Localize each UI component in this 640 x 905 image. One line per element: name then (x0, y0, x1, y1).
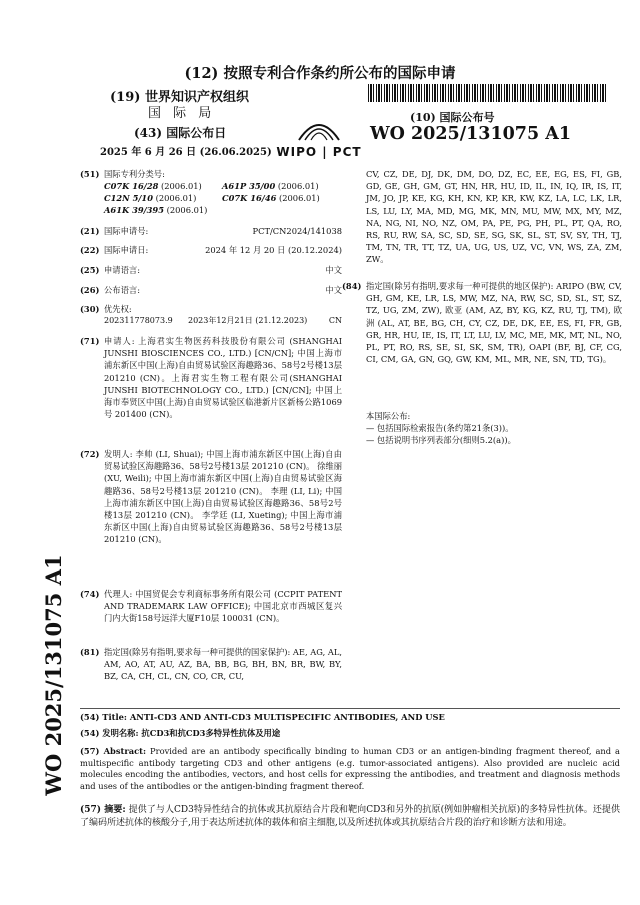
abstract-en: (57) Abstract: Provided are an antibody specifically binding to human CD3 or an antigen-binding fragment thereof, and a multispecific antibody targeting CD3 and other antigens (e.g. tumor-associated antigens). Also provided are nucleic acid molecules encoding the antibodies, vectors, and host cells for expressing the antibodies, and treatment and diagnosis methods and uses of the antibodies or the antigen-binding fragment thereof. (80, 746, 620, 791)
wipo-logo (270, 116, 368, 159)
divider (80, 708, 620, 709)
title-zh: (54) 发明名称: 抗CD3和抗CD3多特异性抗体及用途 (80, 728, 281, 738)
published-item: — 包括国际检索报告(条约第21条(3))。 (366, 423, 514, 434)
field-ipc: (51) 国际专利分类号: C07K 16/28 (2006.01) A61P 35/00 (2006.01) C12N 5/10 (2006.01) C07K 16/46 (2006.01) A61K 39/395 (2006.01) (80, 169, 320, 216)
abstract-zh: (57) 摘要: 提供了与人CD3特异性结合的抗体或其抗原结合片段和靶向CD3和另外的抗原(例如肿瘤相关抗原)的多特异性抗体。还提供了编码所述抗体的核酸分子,用于表达所述抗体的载体和宿主细胞,以及所述抗体或其抗原结合片段的治疗和诊断方法和用途。 (80, 805, 620, 828)
org-sub: 国 际 局 (148, 106, 216, 121)
document-title: (12) 按照专利合作条约所公布的国际申请 (184, 65, 456, 82)
pub-no-label: (10) 国际公布号 (410, 111, 495, 124)
title-en: (54) Title: ANTI-CD3 AND ANTI-CD3 MULTISPECIFIC ANTIBODIES, AND USE (80, 712, 445, 722)
wipo-logo-text: WIPO | PCT (276, 145, 362, 159)
org-name: (19) 世界知识产权组织 (110, 90, 249, 105)
pub-date: 2025 年 6 月 26 日 (26.06.2025) (100, 147, 272, 158)
barcode (368, 84, 608, 102)
published-label: 本国际公布: (366, 411, 411, 421)
published-item: — 包括说明书序列表部分(细则5.2(a))。 (366, 435, 516, 446)
wipo-emblem-icon (295, 116, 343, 142)
vertical-pub-no: WO 2025/131075 A1 (41, 554, 66, 796)
pub-no: WO 2025/131075 A1 (370, 124, 571, 144)
pub-date-label: (43) 国际公布日 (134, 126, 227, 140)
